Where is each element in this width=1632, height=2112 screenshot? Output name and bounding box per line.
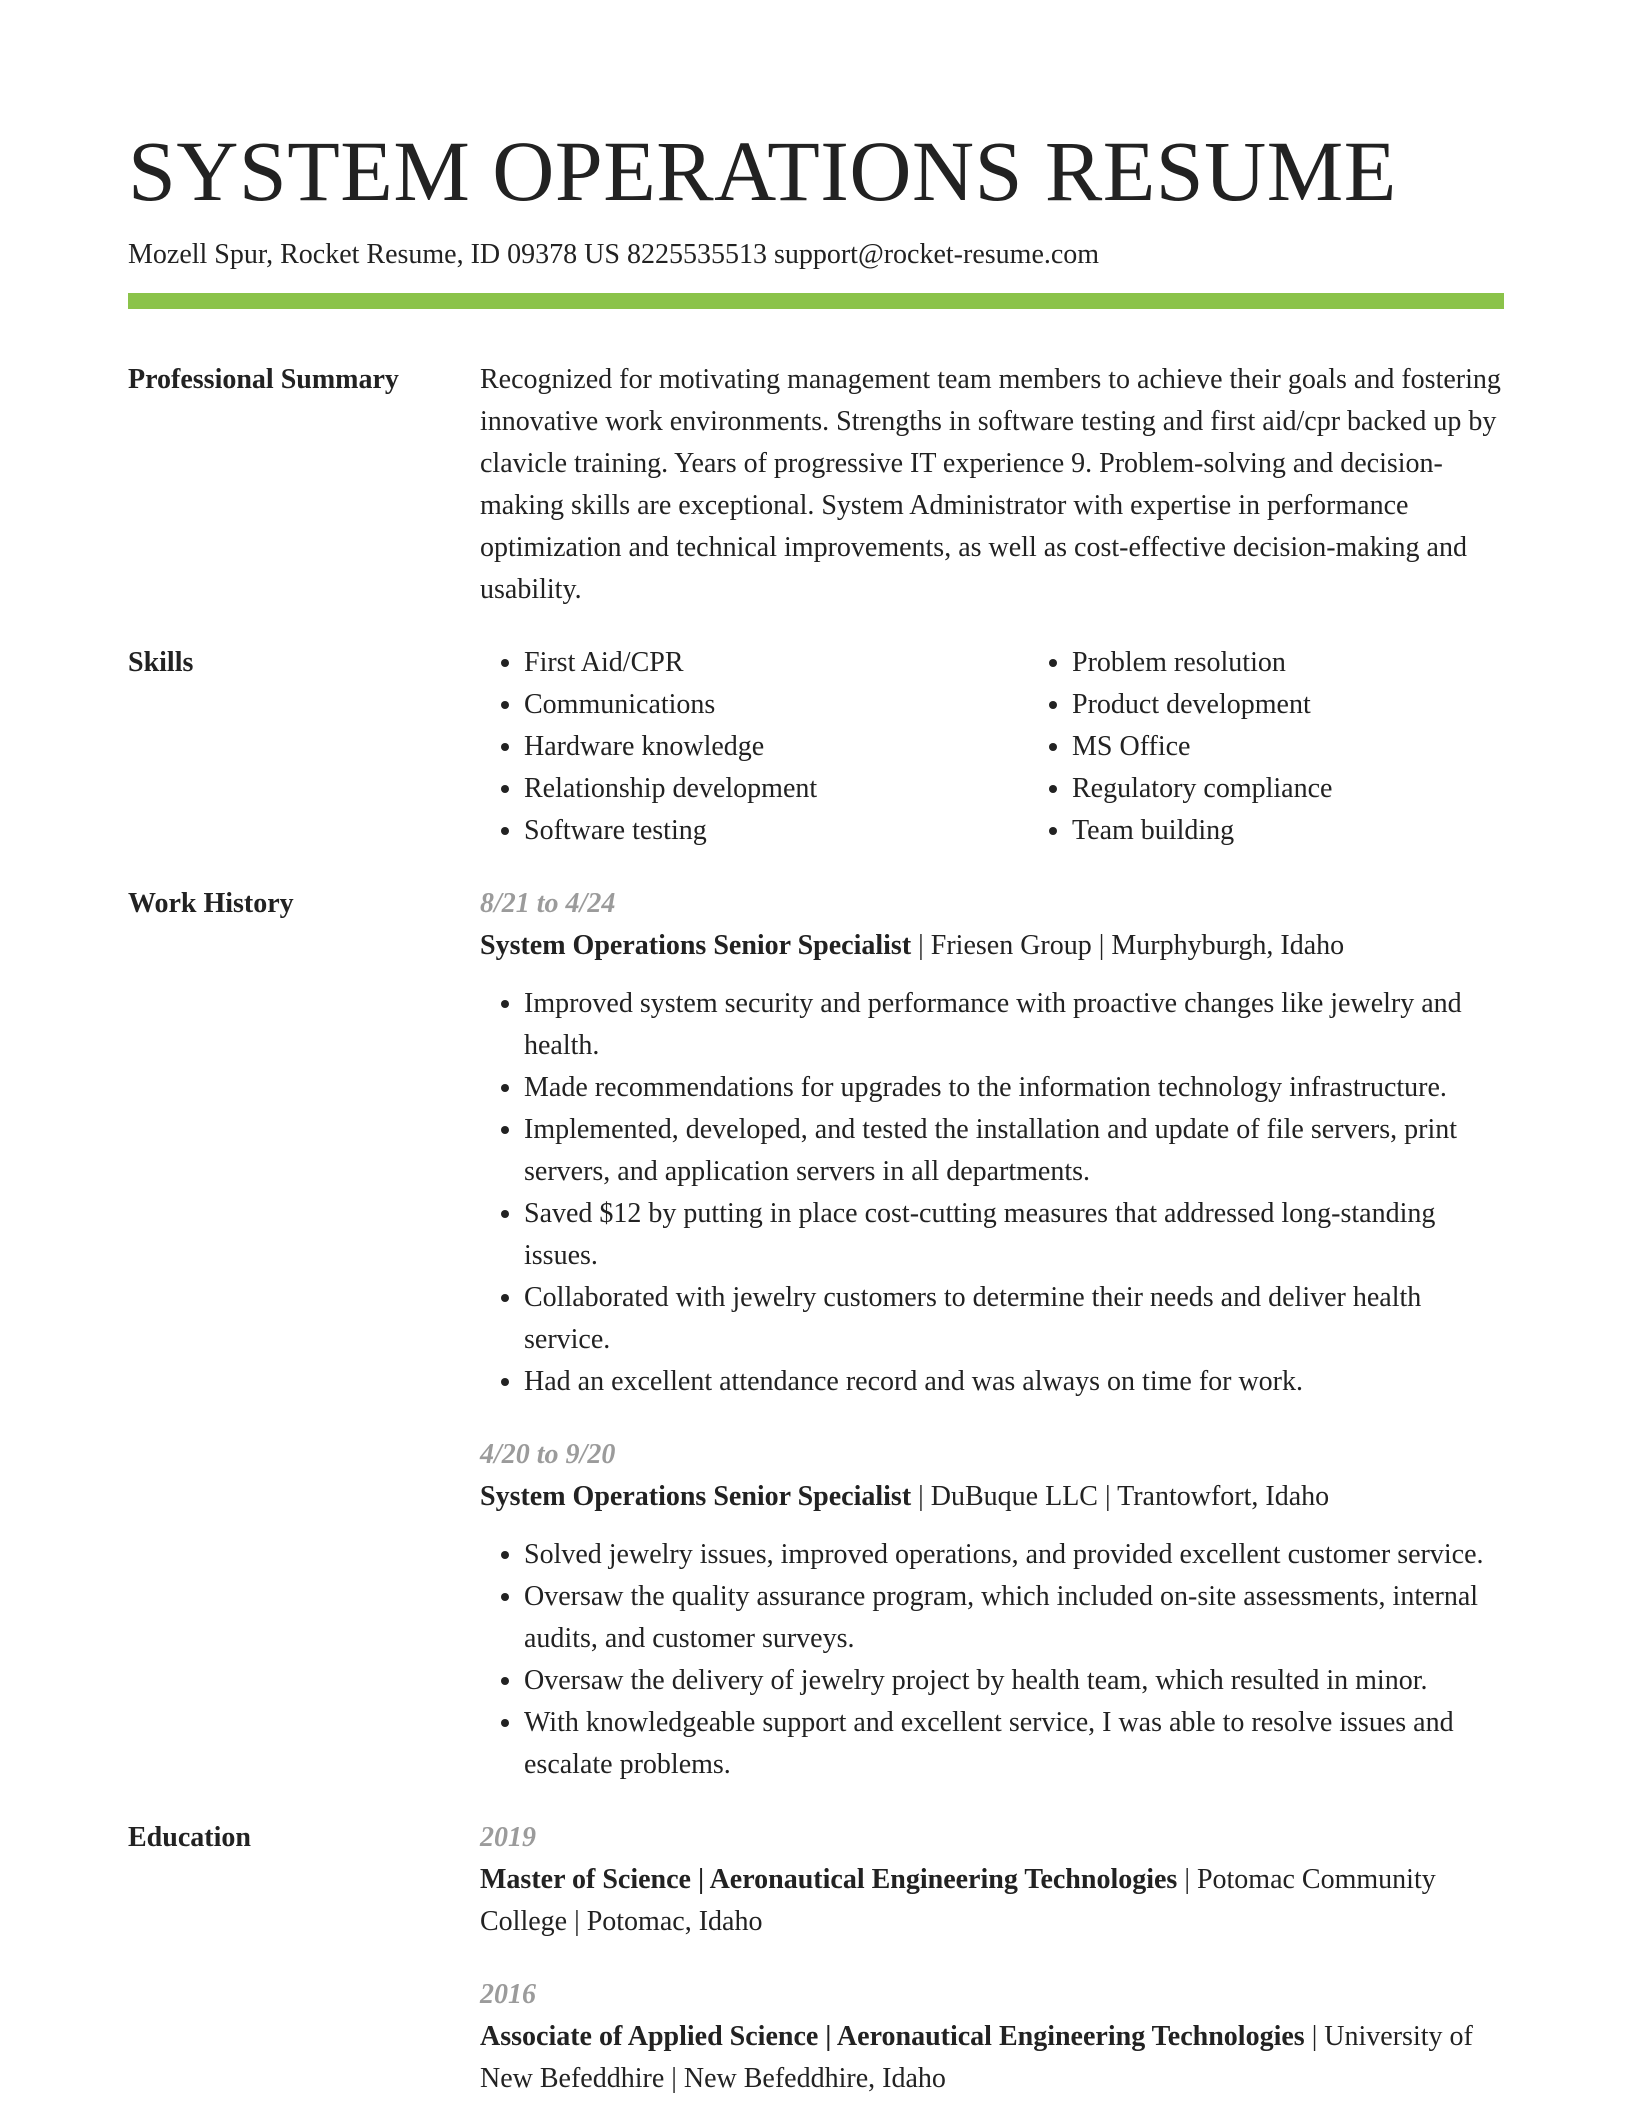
work-history-section (128, 883, 1504, 1786)
job-heading: System Operations Senior Specialist | DuBuque LLC | Trantowfort, Idaho (480, 1481, 1330, 1512)
duty-item: • Implemented, developed, and tested the installation and update of file servers, print servers, and application servers in all departments. (524, 1109, 1504, 1193)
duty-item: • Collaborated with jewelry customers to determine their needs and deliver health service. (524, 1277, 1504, 1361)
summary-text: Recognized for motivating management team members to achieve their goals and fostering innovative work environments. Strengths in software testing and first aid/cpr backed up by clavicle training. Years of progressive IT experience 9. Problem-solving and decision-making skills are exceptional. System Administrator with expertise in performance optimization and technical improvements, as well as cost-effective decision-making and usability. (480, 364, 1501, 605)
degree-title: Master of Science | Aeronautical Engineering Technologies (480, 1864, 1178, 1895)
skill-item: • Product development (1072, 684, 1532, 726)
skill-item: • MS Office (1072, 726, 1532, 768)
job-location: Murphyburgh, Idaho (1111, 930, 1345, 961)
education-heading: Master of Science | Aeronautical Engineering Technologies | Potomac Community College | Potomac, Idaho (480, 1864, 1436, 1937)
skill-item: • Software testing (524, 810, 1028, 852)
degree-title: Associate of Applied Science | Aeronautical Engineering Technologies (480, 2021, 1305, 2052)
skill-item: • Communications (524, 684, 1028, 726)
duty-item: • Made recommendations for upgrades to the information technology infrastructure. (524, 1067, 1504, 1109)
education-date: 2016 (480, 1979, 536, 2010)
skills-column-right (1028, 642, 1532, 852)
skills-columns (480, 642, 1532, 852)
contact-line: Mozell Spur, Rocket Resume, ID 09378 US 8225535513 support@rocket-resume.com (128, 239, 1100, 270)
job-date: 8/21 to 4/24 (480, 888, 616, 919)
skill-item: • Relationship development (524, 768, 1028, 810)
duty-item: • Solved jewelry issues, improved operations, and provided excellent customer service. (524, 1534, 1504, 1576)
school-location: New Befeddhire, Idaho (683, 2063, 946, 2094)
section-label-education: Education (128, 1822, 251, 1853)
job-date: 4/20 to 9/20 (480, 1439, 616, 1470)
job-location: Trantowfort, Idaho (1117, 1481, 1330, 1512)
duty-item: • Oversaw the quality assurance program, which included on-site assessments, internal audits, and customer surveys. (524, 1576, 1504, 1660)
job-company: Friesen Group (930, 930, 1092, 961)
skills-section (128, 642, 1504, 852)
job-title: System Operations Senior Specialist (480, 930, 912, 961)
resume-title: SYSTEM OPERATIONS RESUME (128, 123, 1397, 219)
job-company: DuBuque LLC (930, 1481, 1098, 1512)
skill-item: • Hardware knowledge (524, 726, 1028, 768)
job-entry (480, 883, 1504, 1403)
header-divider (128, 293, 1504, 309)
education-entry (480, 1974, 1504, 2100)
duty-item: • Oversaw the delivery of jewelry project by health team, which resulted in minor. (524, 1660, 1504, 1702)
resume-page (128, 0, 1504, 2100)
job-heading: System Operations Senior Specialist | Friesen Group | Murphyburgh, Idaho (480, 930, 1345, 961)
education-heading: Associate of Applied Science | Aeronautical Engineering Technologies | University of New Befeddhire | New Befeddhire, Idaho (480, 2021, 1473, 2094)
section-label-summary: Professional Summary (128, 364, 399, 395)
section-label-work-history: Work History (128, 888, 294, 919)
skills-column-left (480, 642, 1028, 852)
education-body (480, 1817, 1504, 2100)
school-name: University of New Befeddhire (480, 2021, 1473, 2094)
education-entry (480, 1817, 1504, 1943)
job-entry (480, 1434, 1504, 1786)
job-title: System Operations Senior Specialist (480, 1481, 912, 1512)
section-label-skills: Skills (128, 647, 194, 678)
education-section (128, 1817, 1504, 2100)
education-date: 2019 (480, 1822, 536, 1853)
school-name: Potomac Community College (480, 1864, 1436, 1937)
duty-item: • Saved $12 by putting in place cost-cutting measures that addressed long-standing issues. (524, 1193, 1504, 1277)
school-location: Potomac, Idaho (586, 1906, 763, 1937)
job-duties (480, 983, 1504, 1403)
skill-item: • First Aid/CPR (524, 642, 1028, 684)
skill-item: • Regulatory compliance (1072, 768, 1532, 810)
duty-item: • Improved system security and performance with proactive changes like jewelry and health. (524, 983, 1504, 1067)
skills-body (480, 642, 1532, 852)
skill-item: • Problem resolution (1072, 642, 1532, 684)
job-duties (480, 1534, 1504, 1786)
skill-item: • Team building (1072, 810, 1532, 852)
summary-body (480, 359, 1504, 611)
summary-section (128, 359, 1504, 611)
duty-item: • Had an excellent attendance record and was always on time for work. (524, 1361, 1504, 1403)
duty-item: • With knowledgeable support and excellent service, I was able to resolve issues and escalate problems. (524, 1702, 1504, 1786)
work-history-body (480, 883, 1504, 1786)
